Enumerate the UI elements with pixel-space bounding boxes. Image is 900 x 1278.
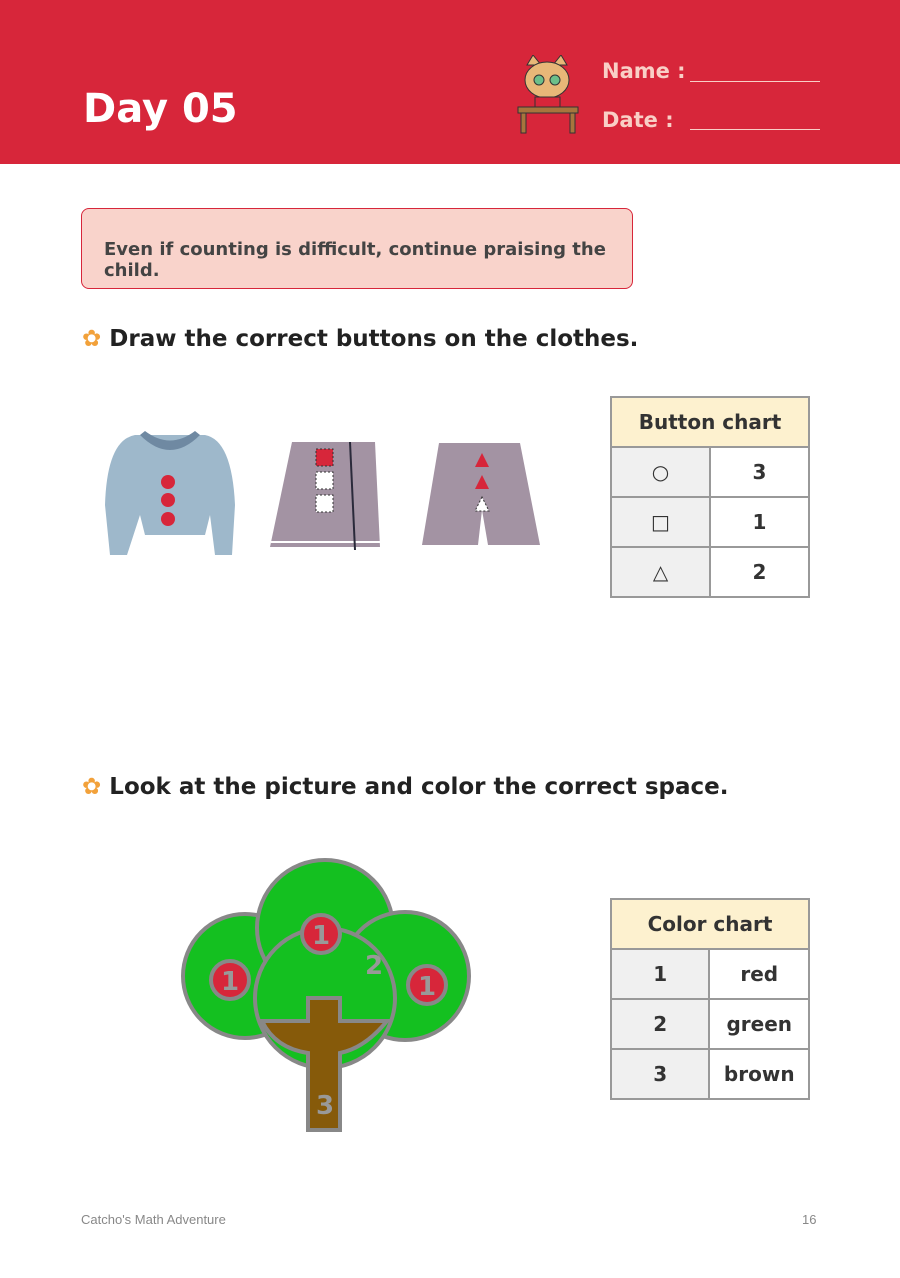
tip-note: Even if counting is difficult, continue praising the child.: [81, 208, 633, 289]
question-1: [82, 326, 638, 352]
page-title: Day 05: [83, 86, 238, 132]
clothes-illustration: [95, 425, 555, 570]
cardigan: [105, 431, 235, 555]
apple-label: 1: [220, 967, 240, 997]
tree-illustration: [175, 858, 475, 1138]
color: red: [709, 949, 809, 999]
question-2: [82, 774, 728, 800]
button-chart: [610, 396, 810, 598]
number: 3: [611, 1049, 709, 1099]
shorts: [422, 443, 540, 545]
footer-title: Catcho's Math Adventure: [81, 1212, 226, 1227]
color-chart: [610, 898, 810, 1100]
number: 1: [611, 949, 709, 999]
number: 2: [611, 999, 709, 1049]
color: green: [709, 999, 809, 1049]
apple-label: 1: [417, 972, 437, 1002]
count: 1: [710, 497, 809, 547]
color-chart-title: Color chart: [611, 899, 809, 949]
trunk-label: 3: [315, 1091, 335, 1121]
page-number: 16: [802, 1212, 817, 1227]
name-field[interactable]: [690, 81, 820, 82]
color: brown: [709, 1049, 809, 1099]
shape-circle: ○: [611, 447, 710, 497]
count: 3: [710, 447, 809, 497]
leaves-label: 2: [364, 951, 384, 981]
date-label: Date :: [602, 108, 674, 132]
name-label: Name :: [602, 59, 686, 83]
count: 2: [710, 547, 809, 597]
flower-icon: ✿: [82, 774, 102, 800]
button-chart-title: Button chart: [611, 397, 809, 447]
skirt: [270, 442, 380, 550]
shape-square: □: [611, 497, 710, 547]
cat-mascot-icon: [515, 55, 580, 135]
shape-triangle: △: [611, 547, 710, 597]
question-2-text: Look at the picture and color the correct space.: [109, 774, 729, 800]
apple-label: 1: [311, 921, 331, 951]
date-field[interactable]: [690, 129, 820, 130]
question-1-text: Draw the correct buttons on the clothes.: [109, 326, 639, 352]
flower-icon: ✿: [82, 326, 102, 352]
header-banner: [0, 0, 900, 164]
